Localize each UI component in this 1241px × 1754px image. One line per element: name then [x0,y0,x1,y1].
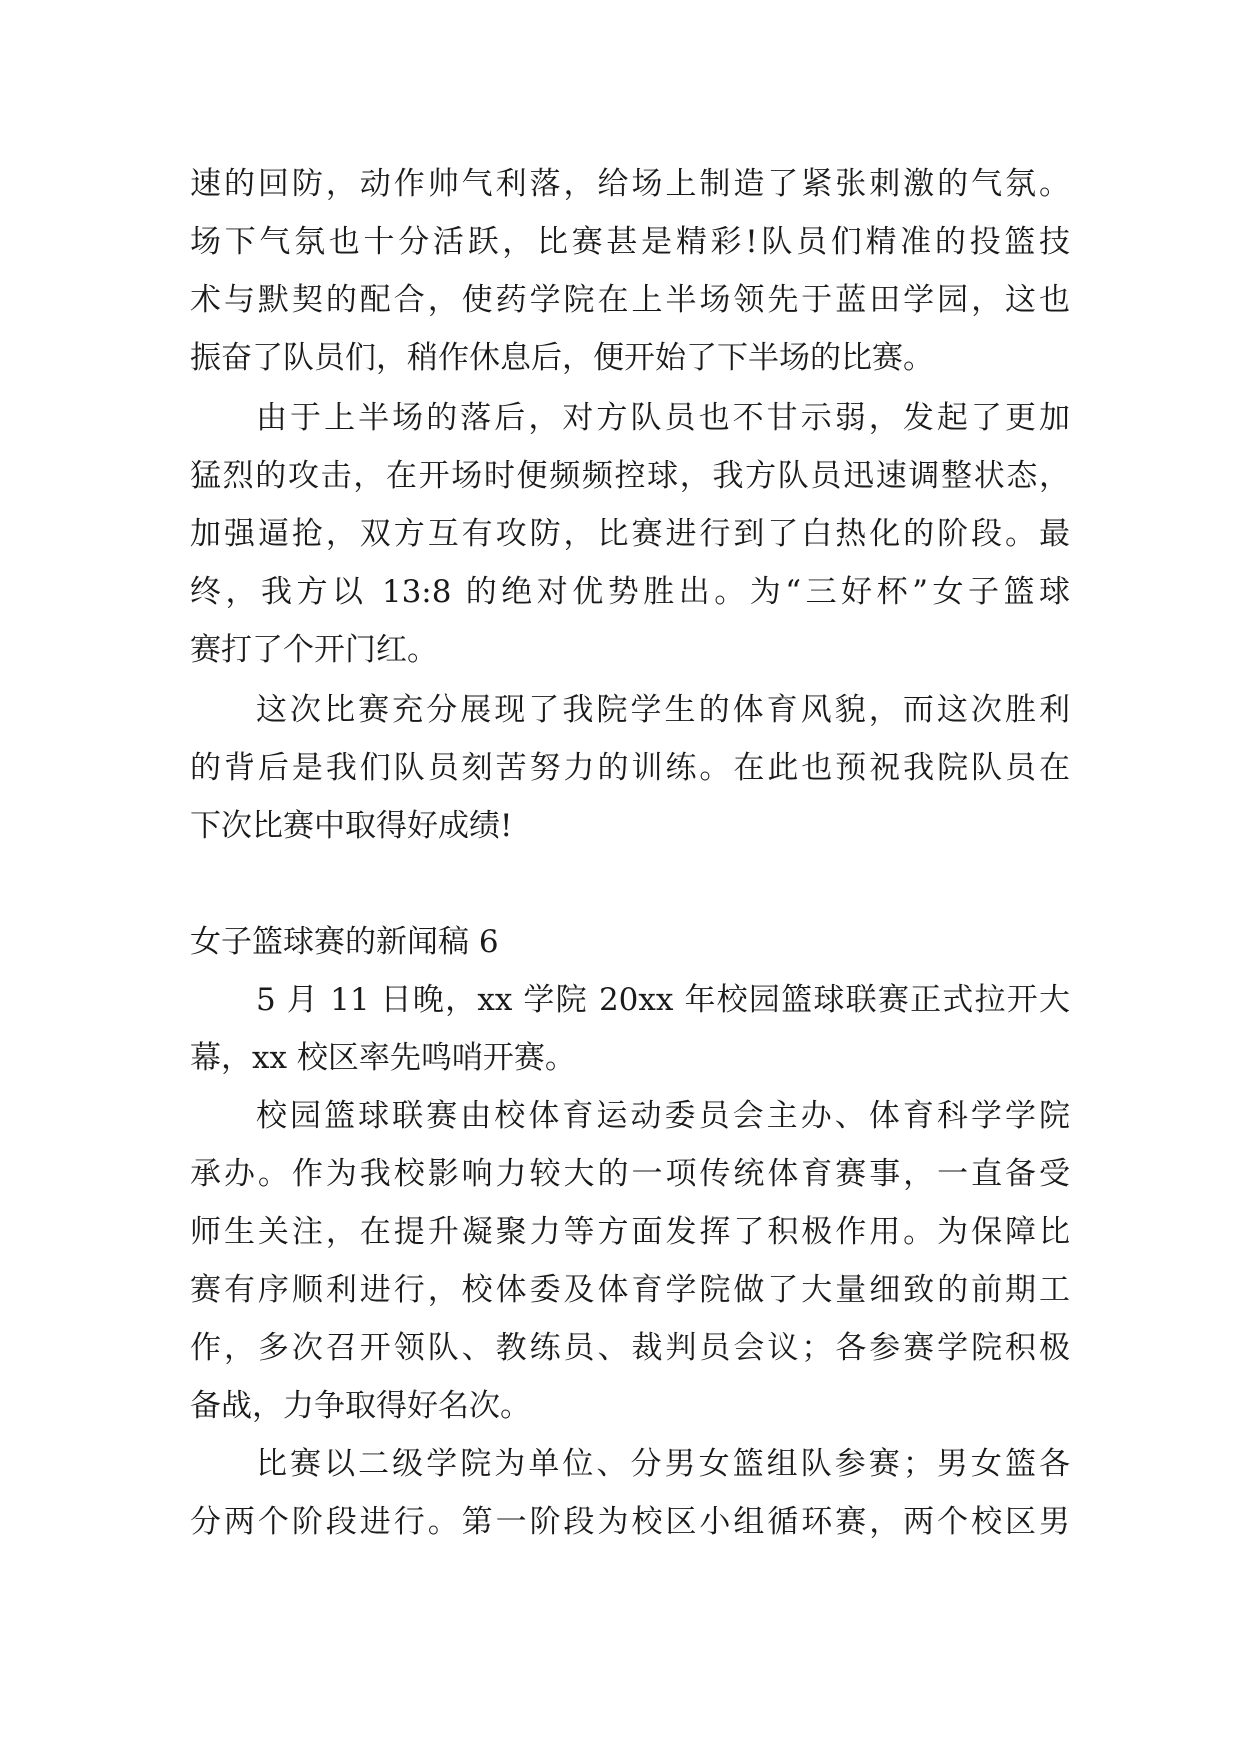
text-line: 振奋了队员们，稍作休息后，便开始了下半场的比赛。 [190,340,934,376]
text-line: 加强逼抢，双方互有攻防，比赛进行到了白热化的阶段。最 [190,516,1070,552]
text-line: 场下气氛也十分活跃，比赛甚是精彩!队员们精准的投篮技 [190,224,1070,260]
text-line: 承办。作为我校影响力较大的一项传统体育赛事，一直备受 [190,1156,1070,1192]
text-line: 比赛以二级学院为单位、分男女篮组队参赛；男女篮各 [256,1446,1070,1482]
text-line: 由于上半场的落后，对方队员也不甘示弱，发起了更加 [256,400,1070,436]
text-line: 速的回防，动作帅气利落，给场上制造了紧张刺激的气氛。 [190,166,1070,202]
text-line: 的背后是我们队员刻苦努力的训练。在此也预祝我院队员在 [190,750,1070,786]
text-line: 分两个阶段进行。第一阶段为校区小组循环赛，两个校区男 [190,1504,1070,1540]
text-line: 师生关注，在提升凝聚力等方面发挥了积极作用。为保障比 [190,1214,1070,1250]
text-line: 校园篮球联赛由校体育运动委员会主办、体育科学学院 [256,1098,1070,1134]
text-line: 这次比赛充分展现了我院学生的体育风貌，而这次胜利 [256,692,1070,728]
text-line: 赛有序顺利进行，校体委及体育学院做了大量细致的前期工 [190,1272,1070,1308]
text-line: 作，多次召开领队、教练员、裁判员会议；各参赛学院积极 [190,1330,1070,1366]
text-line: 下次比赛中取得好成绩! [190,808,513,844]
text-line: 终，我方以 13:8 的绝对优势胜出。为“三好杯”女子篮球 [190,574,1070,610]
section-heading: 女子篮球赛的新闻稿 6 [190,924,499,960]
text-line: 赛打了个开门红。 [190,632,438,668]
text-line: 猛烈的攻击，在开场时便频频控球，我方队员迅速调整状态， [190,458,1070,494]
text-line: 幕，xx 校区率先鸣哨开赛。 [190,1040,576,1076]
text-line: 备战，力争取得好名次。 [190,1388,531,1424]
text-line: 5 月 11 日晚，xx 学院 20xx 年校园篮球联赛正式拉开大 [256,982,1070,1018]
text-line: 术与默契的配合，使药学院在上半场领先于蓝田学园，这也 [190,282,1070,318]
